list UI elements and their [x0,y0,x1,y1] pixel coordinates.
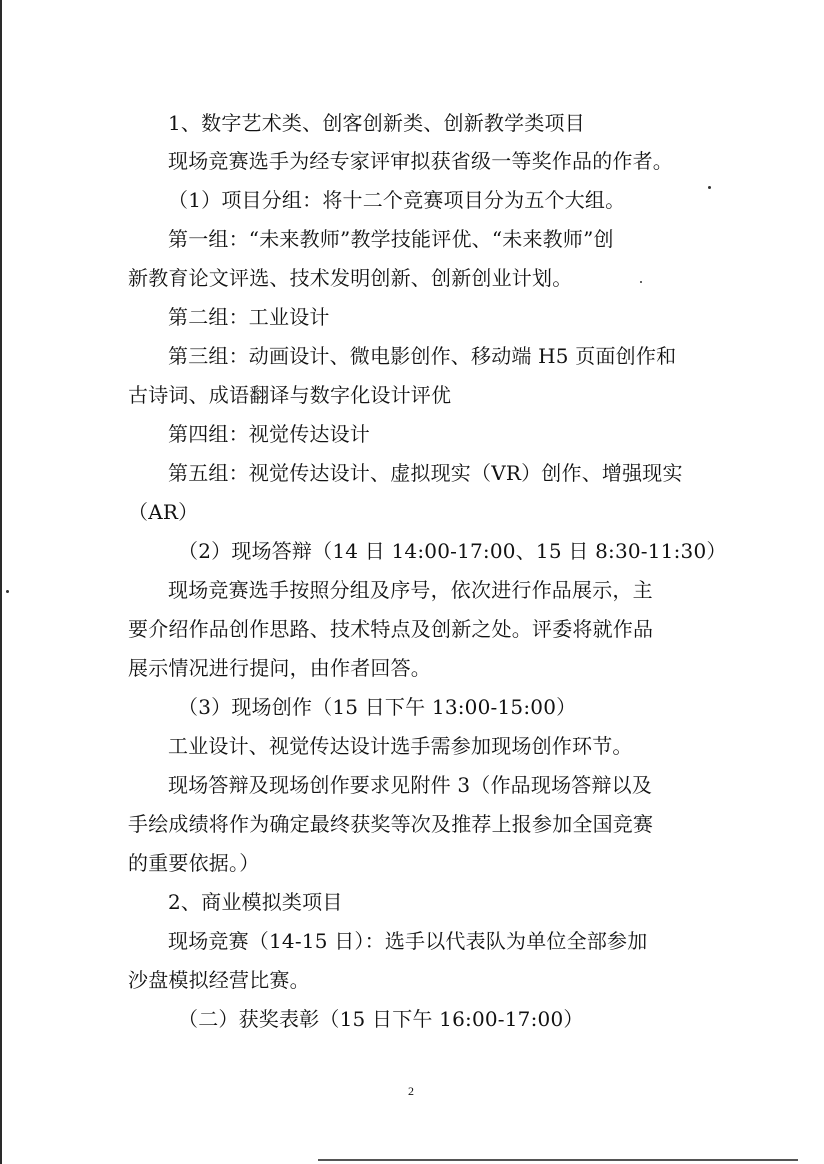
scan-speck [640,281,642,283]
paragraph-line: 第二组：工业设计 [168,305,330,329]
paragraph-line: 展示情况进行提问，由作者回答。 [128,656,431,680]
paragraph-line: 古诗词、成语翻译与数字化设计评优 [128,383,452,407]
scan-left-edge [0,0,2,1164]
paragraph-line: 工业设计、视觉传达设计选手需参加现场创作环节。 [168,734,633,758]
paragraph-line: 第四组：视觉传达设计 [168,422,370,446]
paragraph-line: 第一组：“未来教师”教学技能评优、“未来教师”创 [168,227,614,251]
page-number: 2 [408,1084,414,1098]
subheading-awards: （二）获奖表彰（15 日下午 16:00-17:00） [178,1007,584,1031]
paragraph-line: 现场答辩及现场创作要求见附件 3（作品现场答辩以及 [168,773,653,797]
subheading-grouping: （1）项目分组：将十二个竞赛项目分为五个大组。 [168,188,626,212]
paragraph-line: 的重要依据。） [128,851,260,875]
paragraph-line: 现场竞赛选手按照分组及序号，依次进行作品展示，主 [168,578,653,602]
scan-bottom-rule [318,1159,798,1161]
paragraph-line: 现场竞赛选手为经专家评审拟获省级一等奖作品的作者。 [168,149,673,173]
paragraph-line: 第五组：视觉传达设计、虚拟现实（VR）创作、增强现实 [168,461,683,485]
paragraph-line: 第三组：动画设计、微电影创作、移动端 H5 页面创作和 [168,344,677,368]
scan-speck [708,186,711,189]
subheading-creation: （3）现场创作（15 日下午 13:00-15:00） [178,695,577,719]
paragraph-line: 新教育论文评选、技术发明创新、创新创业计划。 [128,266,573,290]
paragraph-line: 要介绍作品创作思路、技术特点及创新之处。评委将就作品 [128,617,654,641]
paragraph-line: 沙盘模拟经营比赛。 [128,968,310,992]
paragraph-line: 现场竞赛（14-15 日）：选手以代表队为单位全部参加 [168,929,648,953]
section-heading-1: 1、数字艺术类、创客创新类、创新教学类项目 [168,111,585,135]
scan-speck [6,590,9,593]
section-heading-2: 2、商业模拟类项目 [168,890,343,914]
subheading-defense: （2）现场答辩（14 日 14:00-17:00、15 日 8:30-11:30） [178,539,727,563]
paragraph-line: （AR） [128,500,199,524]
paragraph-line: 手绘成绩将作为确定最终获奖等次及推荐上报参加全国竞赛 [128,812,654,836]
